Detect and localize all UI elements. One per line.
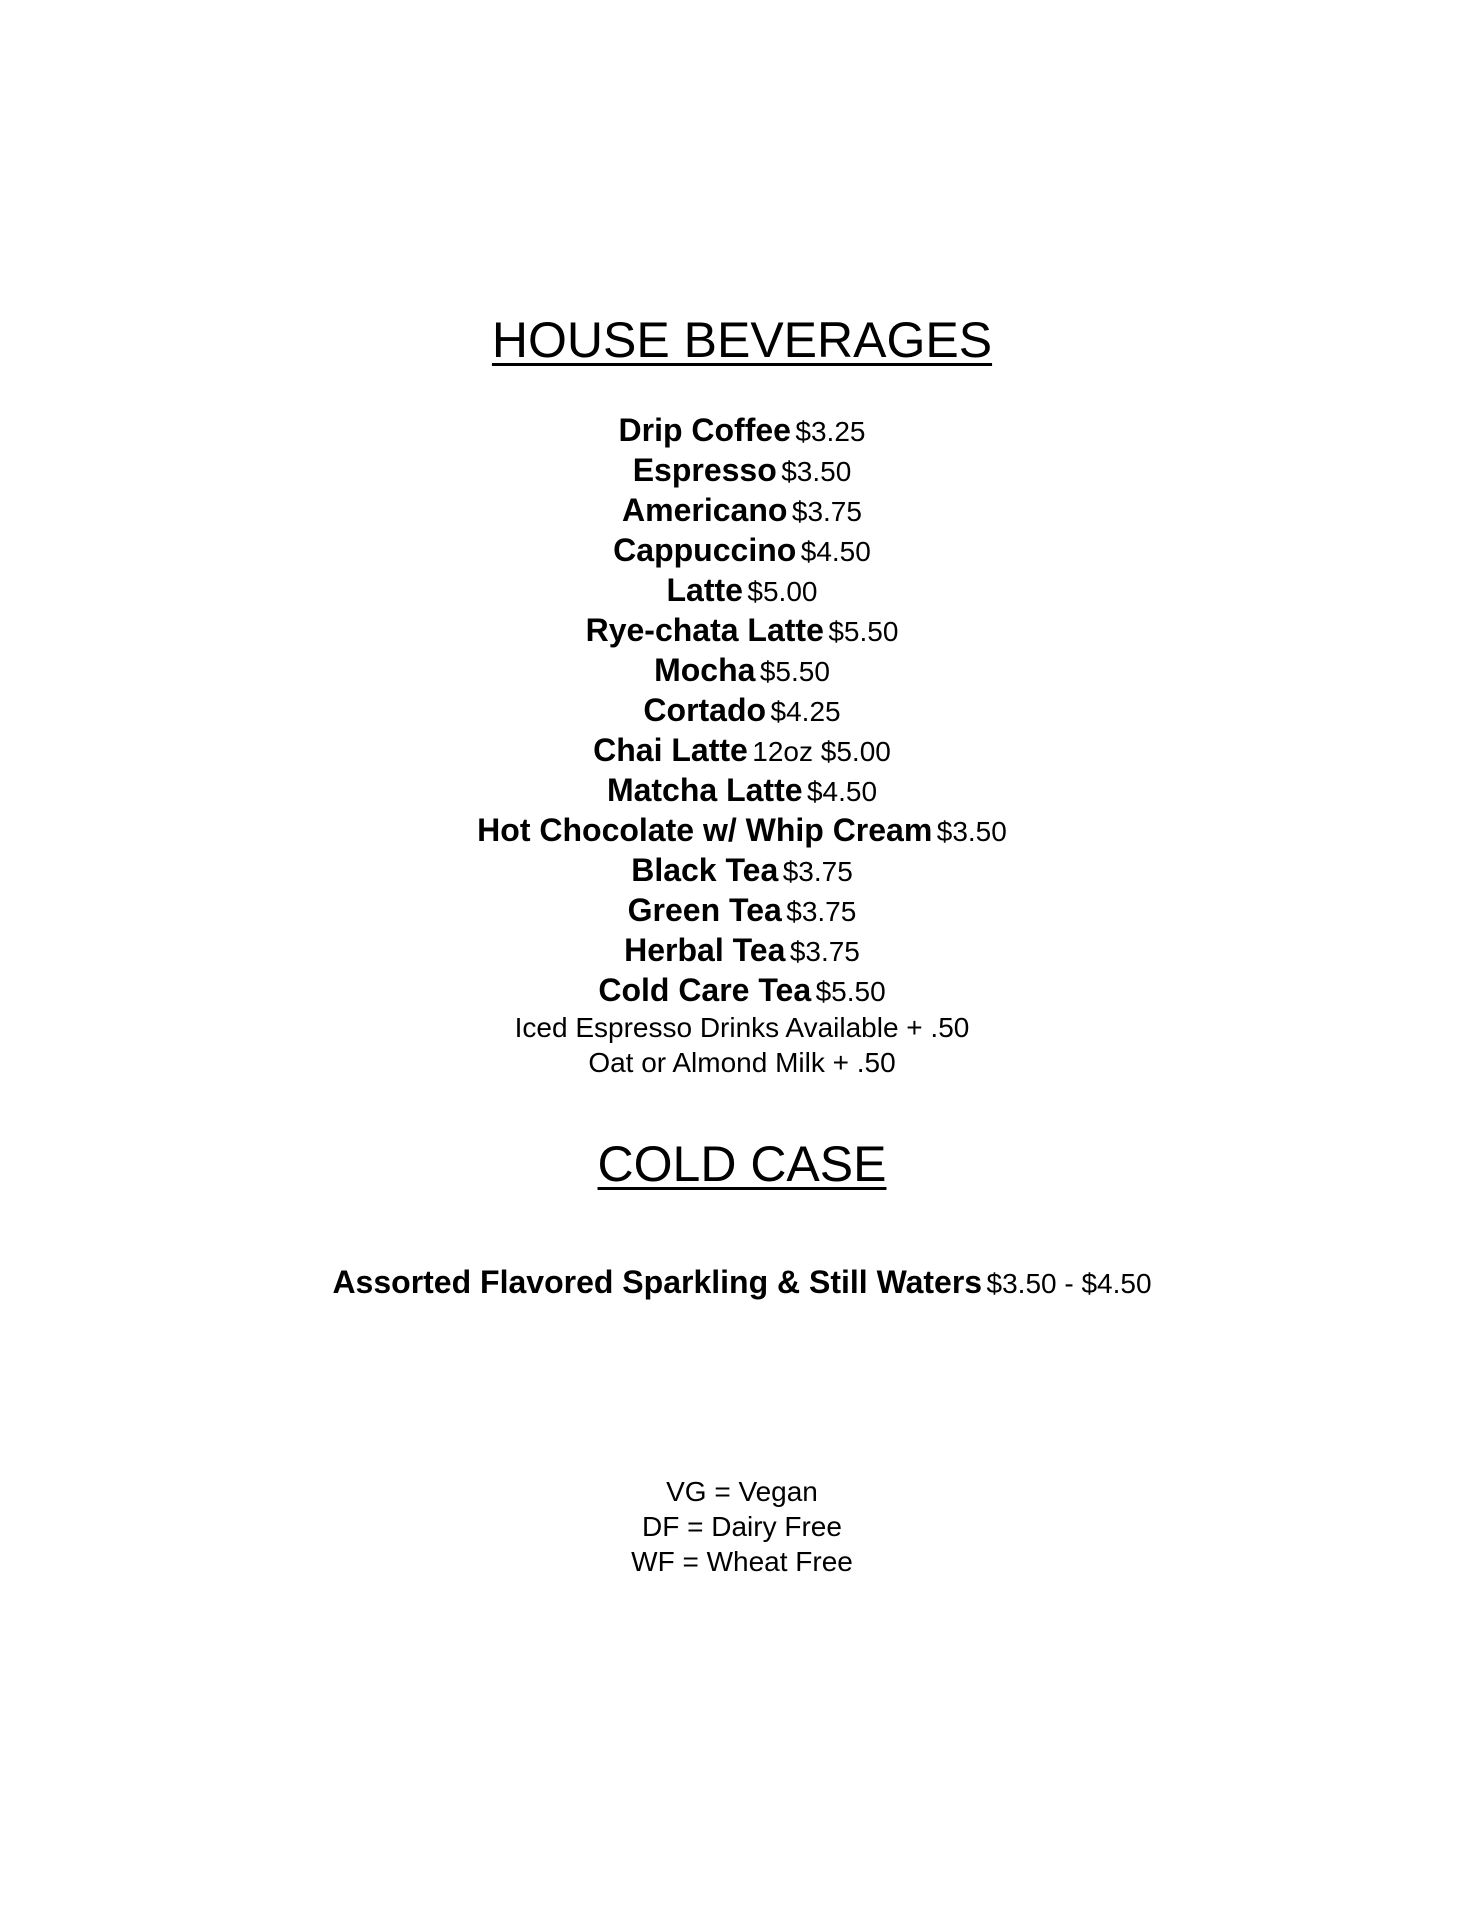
menu-item-name: Americano	[622, 492, 788, 528]
menu-item-name: Espresso	[632, 452, 777, 488]
menu-item-price: $3.25	[795, 416, 866, 447]
menu-item-name: Rye-chata Latte	[585, 612, 824, 648]
menu-item-name: Assorted Flavored Sparkling & Still Waters	[332, 1264, 983, 1300]
legend-entry: DF = Dairy Free	[642, 1511, 842, 1542]
menu-item	[0, 610, 1484, 650]
menu-item	[0, 850, 1484, 890]
menu-item-name: Cold Care Tea	[598, 972, 812, 1008]
menu-item-price: $4.50	[806, 776, 878, 807]
cold-case-heading	[0, 1134, 1484, 1194]
menu-item	[0, 930, 1484, 970]
menu-item-price: 12oz $5.00	[752, 736, 891, 767]
menu-item-price: $5.00	[747, 576, 818, 607]
menu-item-price: $3.50	[781, 456, 852, 487]
menu-item-name: Latte	[666, 572, 743, 608]
house-beverages-notes	[0, 1010, 1484, 1080]
menu-item-price: $4.50	[800, 536, 871, 567]
menu-item-price: $5.50	[815, 976, 886, 1007]
menu-item-name: Drip Coffee	[618, 412, 791, 448]
menu-item-price: $3.50 - $4.50	[986, 1268, 1152, 1299]
menu-item-price: $5.50	[828, 616, 899, 647]
menu-item-name: Matcha Latte	[606, 772, 803, 808]
menu-item	[0, 410, 1484, 450]
menu-item	[0, 570, 1484, 610]
menu-item-price: $5.50	[759, 656, 830, 687]
menu-item-name: Green Tea	[627, 892, 782, 928]
menu-note: Oat or Almond Milk + .50	[588, 1047, 896, 1078]
legend-entry: WF = Wheat Free	[631, 1546, 853, 1577]
house-beverages-heading-text: HOUSE BEVERAGES	[491, 312, 993, 368]
menu-item-price: $4.25	[770, 696, 841, 727]
menu-item	[0, 810, 1484, 850]
dietary-legend	[0, 1474, 1484, 1579]
house-beverages-list	[0, 410, 1484, 1010]
menu-item-name: Cappuccino	[613, 532, 797, 568]
cold-case-heading-text: COLD CASE	[597, 1136, 887, 1192]
menu-item-name: Mocha	[654, 652, 756, 688]
menu-item-price: $3.75	[791, 496, 862, 527]
legend-entry: VG = Vegan	[666, 1476, 818, 1507]
menu-item-name: Hot Chocolate w/ Whip Cream	[477, 812, 933, 848]
house-beverages-heading	[0, 310, 1484, 370]
menu-item	[0, 650, 1484, 690]
menu-item-name: Herbal Tea	[624, 932, 786, 968]
menu-item-name: Chai Latte	[593, 732, 748, 768]
menu-item	[0, 890, 1484, 930]
menu-item-price: $3.75	[789, 936, 860, 967]
menu-item-price: $3.75	[782, 856, 853, 887]
menu-item-price: $3.75	[786, 896, 857, 927]
menu-item	[0, 730, 1484, 770]
menu-item	[0, 490, 1484, 530]
menu-item	[0, 770, 1484, 810]
menu-note: Iced Espresso Drinks Available + .50	[514, 1012, 970, 1043]
menu-item-name: Black Tea	[631, 852, 779, 888]
menu-item	[0, 970, 1484, 1010]
menu-item	[0, 690, 1484, 730]
menu-item	[0, 1262, 1484, 1309]
menu-item	[0, 450, 1484, 490]
menu-item	[0, 530, 1484, 570]
menu-item-name: Cortado	[643, 692, 767, 728]
menu-item-price: $3.50	[936, 816, 1007, 847]
